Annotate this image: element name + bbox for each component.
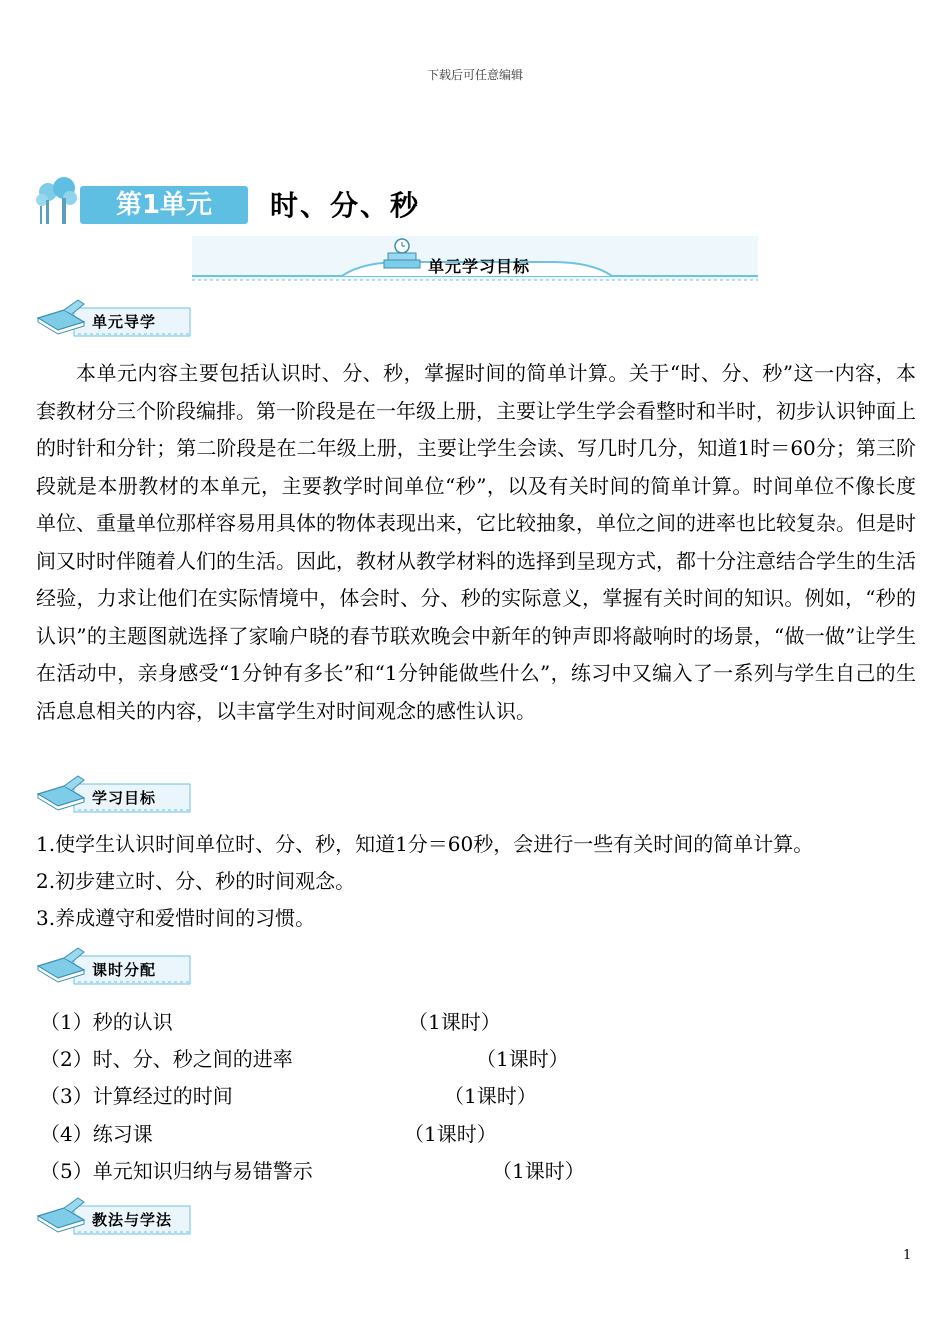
section-label-objectives: 学习目标 [92,789,157,807]
tree-icon [34,176,80,226]
unit-title: 时、分、秒 [270,189,421,222]
lesson-hours: （1课时） [404,1122,497,1146]
section-head-guide [34,298,194,340]
page-number: 1 [903,1248,912,1263]
lesson-name: （2）时、分、秒之间的进率 [40,1047,293,1071]
lesson-name: （3）计算经过的时间 [40,1084,233,1108]
unit-banner [34,176,454,228]
section-label-guide: 单元导学 [92,313,157,331]
header-note: 下载后可任意编辑 [426,68,523,82]
lesson-hours: （1课时） [476,1047,569,1071]
lesson-name: （1）秒的认识 [40,1010,173,1034]
objectives-list [36,826,926,937]
objective-item: 2.初步建立时、分、秒的时间观念。 [36,869,356,893]
goal-banner-label: 单元学习目标 [428,257,531,276]
section-label-lessons: 课时分配 [92,961,157,979]
guide-paragraph: 本单元内容主要包括认识时、分、秒，掌握时间的简单计算。关于“时、分、秒”这一内容，本套教材分三个阶段编排。第一阶段是在一年级上册，主要让学生学会看整时和半时，初步认识钟面上的时针和分针；第二阶段是在二年级上册，主要让学生会读、写几时几分，知道1时＝60分；第三阶段就是本册教材的本单元，主要教学时间单位“秒”，以及有关时间的简单计算。时间单位不像长度单位、重量单位那样容易用具体的物体表现出来，它比较抽象，单位之间的进率也比较复杂。但是时间又时时伴随着人们的生活。因此，教材从教学材料的选择到呈现方式，都十分注意结合学生的生活经验，力求让他们在实际情境中，体会时、分、秒的实际意义，掌握有关时间的知识。例如，“秒的认识”的主题图就选择了家喻户晓的春节联欢晚会中新年的钟声即将敲响时的场景，“做一做”让学生在活动中，亲身感受“1分钟有多长”和“1分钟能做些什么”，练习中又编入了一系列与学生自己的生活息息相关的内容，以丰富学生对时间观念的感性认识。 [36,361,916,723]
section-label-methods: 教法与学法 [92,1211,173,1229]
section-head-objectives [34,774,194,816]
lesson-name: （5）单元知识归纳与易错警示 [40,1159,313,1183]
section-head-methods [34,1196,194,1238]
unit-badge: 第1单元 [80,186,248,224]
lesson-name: （4）练习课 [40,1122,153,1146]
section-head-lessons [34,946,194,988]
lesson-hours: （1课时） [492,1159,585,1183]
objective-item: 1.使学生认识时间单位时、分、秒，知道1分＝60秒，会进行一些有关时间的简单计算。 [36,832,814,856]
objective-item: 3.养成遵守和爱惜时间的习惯。 [36,906,316,930]
lesson-hours: （1课时） [408,1010,501,1034]
goal-banner [192,236,758,286]
lesson-hours: （1课时） [444,1084,537,1108]
